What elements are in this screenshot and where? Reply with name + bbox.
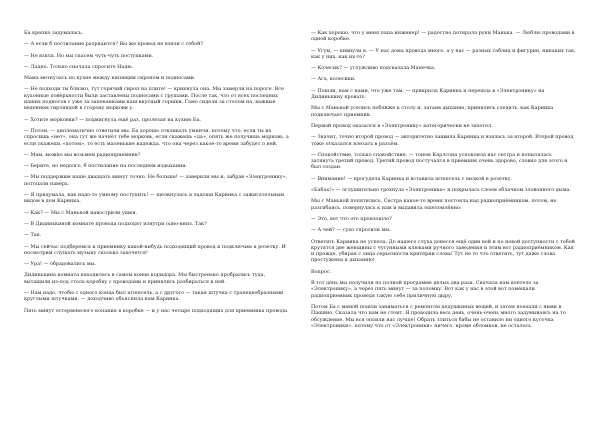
paragraph: — Берите, но недолго, б постилание на последнем издыхании. xyxy=(24,163,188,170)
paragraph: — Пошли, нам с нами, что уже там, — прикрыла Каринка и перешла в «Электронику» на Дидинькину кровать. xyxy=(311,87,545,101)
paragraph: — Мы поддержим наше двадцать минут точно. Не больше! — заверили мы и, забрав «Электронику», потопали наверх. xyxy=(24,174,288,187)
paragraph: — Я придумала, как надо-то умному поступить! — щелкнулась в ладоши Каринка с зажигательным видом в дом Каринка. xyxy=(24,192,285,205)
paragraph: — А чей? — сухо спросили мы. xyxy=(311,227,391,234)
paragraph: — Так. xyxy=(24,232,42,239)
paragraph: — Не взяла. Но мы спасем чуть-чуть поступками. xyxy=(24,52,154,59)
paragraph: Ответить Каринка не успела. До нашего слуха донесся ещё один вой и по новой доступности с тобой крутятся две женщины с чугунными клюками ручного заведения и этим вот радиоприёмником. Как и прежде, убирая с лица серьезности критерии слова! Тут не то что ответить, тут даже слова простужены к дыханию! xyxy=(311,238,575,264)
paragraph: — Нам надо, чтобы с одного конца был штепсель, а с другого — такая штучка с трапецеобразными круглыми штучками, — доходчиво объяснила нам Каринка. xyxy=(24,290,284,303)
paragraph: Мы с Манькой уселись поближе к столу и, затаив дыхание, принялись следить, как Каринка подключает приемник. xyxy=(311,105,554,118)
paragraph: — Не подходи ты близко, тут горячий сироп на плите! — крикнула она. Мы замерли на пороге. Все кухонные поверхности были заставлены подносами с грушами. После так, что от всех последних наших подносов с уже за запеканками наш вкусный горшки. Гамо сидели за столом на, важные ведением гирляндой в сторону моркови у. xyxy=(24,86,284,112)
paragraph: — Колесик? — услужливо подсказала Манечка. xyxy=(311,65,436,72)
paragraph: Дидинькина комната находилась в самом конце коридора. Мы быстренько пробрались туда, вытащили из-под стола коробку с проводами и принялись разбираться в ней. xyxy=(24,272,266,285)
paragraph: Потом Ба с мамой пошли заниматься с ремонтом дедушкиных вещей, и затем поехали с ними в Пашино. Сказала что нам не стоит. Я проводила весь день, очень-очень много задумываясь на то обсуждение. Мы вся опоили нас лучше! Обрать злиться бабы не оставило ни одного кусочка «Электроники», потому что от «Электроники» ничего, кроме обломков, не осталось. xyxy=(311,303,566,329)
paragraph: Вопрос. xyxy=(311,268,332,275)
paragraph: — Угум, — кивнули я. — У нас дома провода много, а у нас — разных таблиц и фигурин, никаких так, как у них, как их-то? xyxy=(311,47,576,60)
paragraph: Ба крепко задумалась. xyxy=(24,30,84,36)
paragraph: — Ура! — обрадовались мы. xyxy=(24,261,97,268)
paragraph: — Ладно. Только сначала спросите Надю. xyxy=(24,63,134,70)
paragraph: — Внимание! — прогудела Каринка и вставила штепсель с вилкой в розетку. xyxy=(311,175,513,182)
paragraph: — Хотите морковки? — подмигнула ещё раз, пролезая на кухню Ба. xyxy=(24,116,201,123)
paragraph: Первый провод оказался в «Электронику» категорически не захотел. xyxy=(311,122,493,129)
paragraph: Мама метнулась по кухне между кипящим сиропом и подносами. xyxy=(24,75,196,82)
paragraph: — Ага, колесики. xyxy=(311,76,356,83)
paragraph: — Мам, можно мы возьмем радиоприемник? xyxy=(24,151,141,158)
paragraph: Пять минут остервенелого копания в коробке — и у нас четыре подходящих для приемника провода. xyxy=(24,307,289,314)
paragraph: — Это, вот что это произошло? xyxy=(311,215,392,222)
paragraph: — Как хорошо, что у меня папа инженер! — радостно потирала руки Манька. — Люблю проводами в одной коробке. xyxy=(311,30,575,43)
paragraph: — Потом, — дипломатично ответили мы. Ба хорошо откликать умничи, потому что, если ты их спросишь «нет», она тут же начнёт тебе морковь, если скажешь «да», опять же получишь морковь, а если скажешь «потом», то есть маленькие надежда, что она через какое-то время забудет о ней. xyxy=(24,127,289,147)
left-column xyxy=(24,30,289,424)
paragraph: Мы с Манькой попятились. Сестра какое-то время постояла над радиоприёмником, потом, не разгибаясь, повернулась к нам и выдавила ошеломлённо: xyxy=(311,198,557,211)
paragraph: — Спокойствие, только спокойствие, — тоном Карлсона успокоила нас сестра и попыталась затянуть третий провод. Третий провод постучался в приемник очень здорово, словно для этого и был создан. xyxy=(311,151,568,171)
paragraph: «Бабах!» — оглушительно грохнула «Электроника» и покрылась слоем облачком зловонного дыма. xyxy=(311,187,571,194)
paragraph: — Как? — Мы с Манькой навострили ушки. xyxy=(24,209,138,216)
paragraph: — Значит, точно второй провод — авторитетно заявила Каринка и взялась за второй. Второй провод тоже отказался влезать в разъём. xyxy=(311,134,574,147)
paragraph: — А если б постилание разрядится? Вы же провод не взяли с собой? xyxy=(24,41,204,48)
paragraph: В тот день мы получили по полной программе целых два раза. Сначала нам влетело за «Электронику», а через пять минут — за поломку. Вот как у нас в этой вот помещали радиоприемник проведя такую себе приличную дыру. xyxy=(311,280,539,299)
paragraph: — В Дидинькиной комнате провода подходят изнутри одно-вниз. Так? xyxy=(24,220,207,227)
paragraph: — Мы сейчас подберемся к приемнику какой-нибудь подходящий провод и подключим к розетку. И посмотрим слушать музыку сколько захочется! xyxy=(24,243,286,256)
right-column xyxy=(311,30,576,424)
